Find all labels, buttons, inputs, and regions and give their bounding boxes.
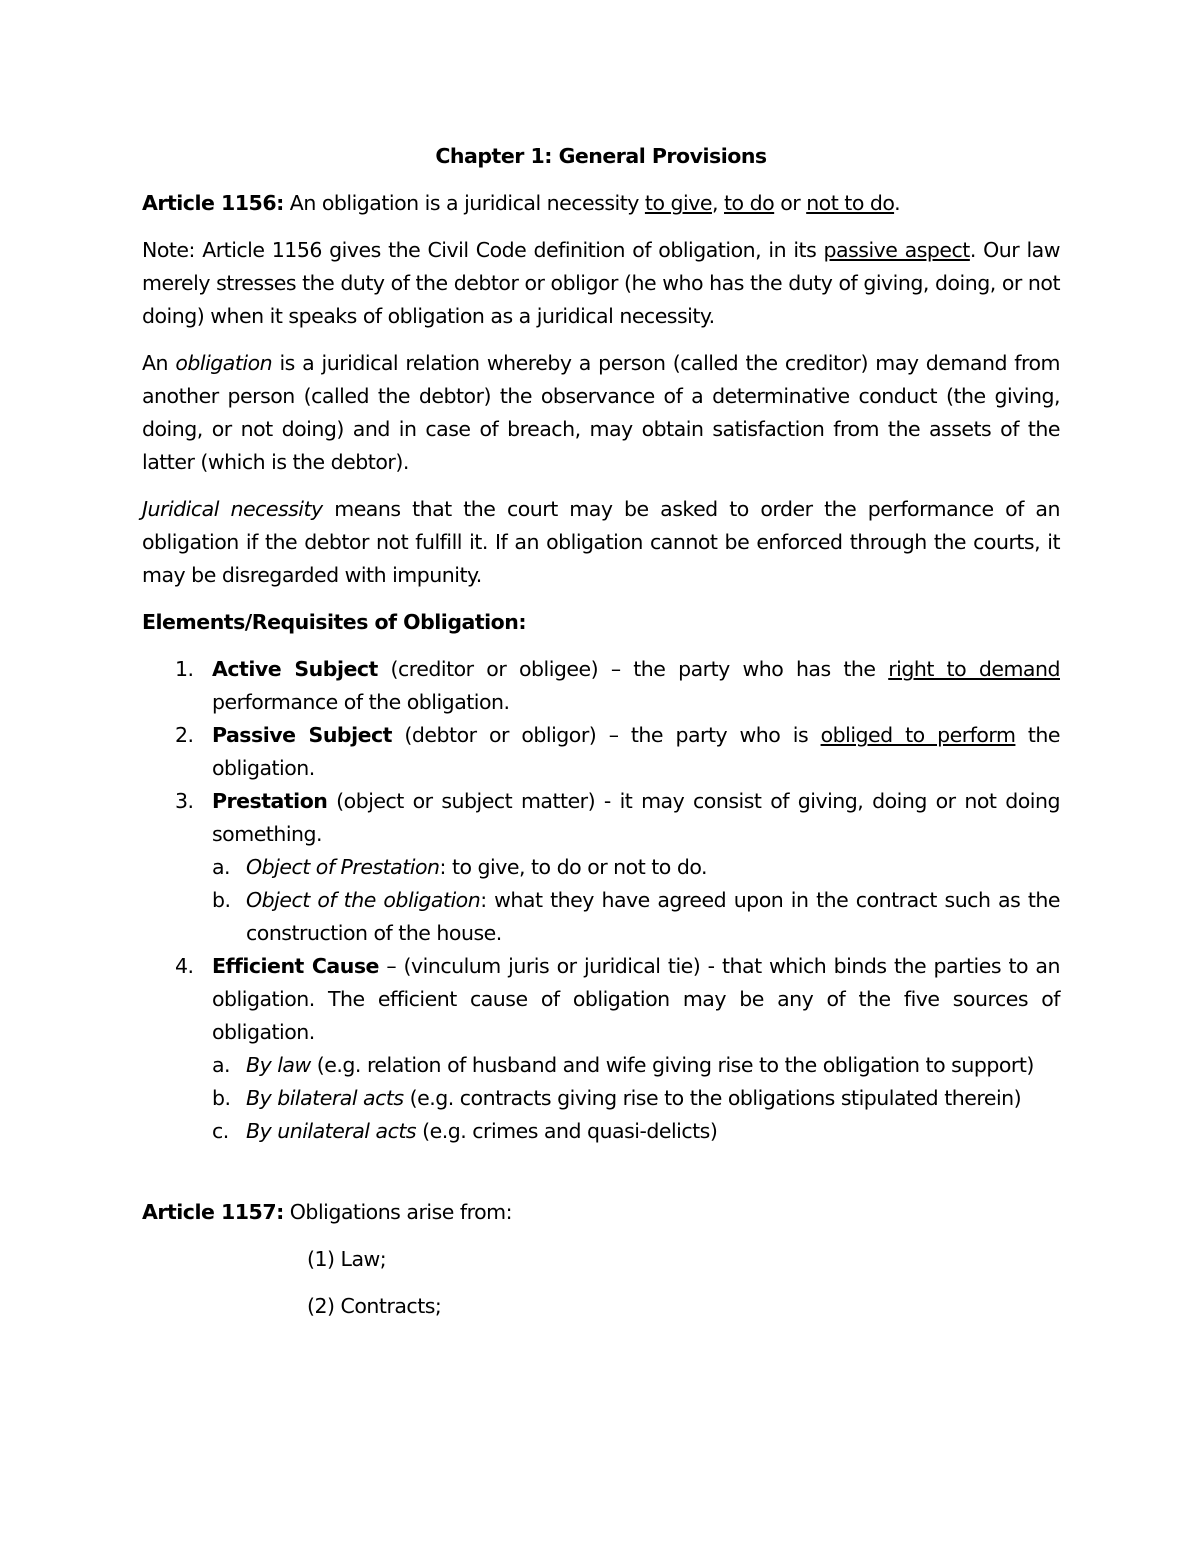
sub-list-text: : what they have agreed upon in the contract such as the construction of the house. <box>246 888 1060 945</box>
article-1157-text: Obligations arise from: <box>283 1200 512 1224</box>
article-1156 <box>142 187 1060 220</box>
list-item-text: – (vinculum juris or juridical tie) - that which binds the parties to an obligation. The efficient cause of obligation may be any of the five sources of obligation. <box>212 954 1060 1044</box>
list-number: 1. <box>175 657 194 681</box>
list-item <box>142 950 1060 1148</box>
passive-subject-term: Passive Subject <box>212 723 392 747</box>
sub-list-item <box>212 1115 1060 1148</box>
chapter-title: Chapter 1: General Provisions <box>435 144 767 168</box>
sub-list-letter: b. <box>212 888 231 912</box>
list-item <box>142 653 1060 719</box>
note-text-b: . Our law merely stresses the duty of the debtor or obligor (he who has the duty of giving, doing, or not doing) when it speaks of obligation as a juridical necessity. <box>142 238 1060 328</box>
list-item-text: performance of the obligation. <box>212 690 510 714</box>
juridical-necessity-text: means that the court may be asked to order the performance of an obligation if the debtor not fulfill it. If an obligation cannot be enforced through the courts, it may be disregarded with impunity. <box>142 497 1060 587</box>
note-paragraph <box>142 234 1060 333</box>
sub-list-text: (e.g. relation of husband and wife giving rise to the obligation to support) <box>310 1053 1034 1077</box>
object-of-prestation-term: Object of Prestation <box>246 855 440 879</box>
elements-heading: Elements/Requisites of Obligation: <box>142 610 527 634</box>
right-to-demand-phrase: right to demand <box>888 657 1060 681</box>
juridical-necessity-term: Juridical necessity <box>142 497 323 521</box>
or-text: or <box>774 191 807 215</box>
passive-aspect-phrase: passive aspect <box>823 238 970 262</box>
active-subject-term: Active Subject <box>212 657 378 681</box>
by-law-term: By law <box>246 1053 311 1077</box>
list-item-text: the obligation. <box>212 723 1060 780</box>
sub-list-item <box>212 884 1060 950</box>
to-do-phrase: to do <box>724 191 775 215</box>
sub-list-text: (e.g. contracts giving rise to the obligations stipulated therein) <box>403 1086 1022 1110</box>
sub-list-letter: a. <box>212 1053 231 1077</box>
to-give-phrase: to give <box>644 191 712 215</box>
object-of-obligation-term: Object of the obligation <box>246 888 481 912</box>
obligation-term: obligation <box>175 351 273 375</box>
document-page <box>142 140 1060 1337</box>
sub-list-item <box>212 851 1060 884</box>
sub-list-text: (e.g. crimes and quasi-delicts) <box>416 1119 718 1143</box>
sub-list-item <box>212 1082 1060 1115</box>
sub-list-letter: c. <box>212 1119 229 1143</box>
prestation-sublist <box>212 851 1060 950</box>
list-item-text: (debtor or obligor) – the party who is <box>391 723 821 747</box>
list-item <box>142 719 1060 785</box>
list-number: 3. <box>175 789 194 813</box>
article-1157-label: Article 1157: <box>142 1200 284 1224</box>
comma-text: , <box>711 191 725 215</box>
list-number: 2. <box>175 723 194 747</box>
source-law: (1) Law; <box>307 1247 387 1271</box>
list-item-text: (object or subject matter) - it may consist of giving, doing or not doing something. <box>212 789 1060 846</box>
efficient-cause-sublist <box>212 1049 1060 1148</box>
list-item <box>142 785 1060 950</box>
list-item-text: (creditor or obligee) – the party who has the <box>377 657 889 681</box>
period-text: . <box>894 191 901 215</box>
sub-list-letter: b. <box>212 1086 231 1110</box>
article-1156-label: Article 1156: <box>142 191 284 215</box>
obliged-to-perform-phrase: obliged to perform <box>820 723 1016 747</box>
source-contracts: (2) Contracts; <box>307 1294 442 1318</box>
by-bilateral-acts-term: By bilateral acts <box>246 1086 404 1110</box>
sub-list-letter: a. <box>212 855 231 879</box>
article-1156-text: An obligation is a juridical necessity <box>283 191 645 215</box>
obligation-definition <box>142 347 1060 479</box>
sub-list-text: : to give, to do or not to do. <box>439 855 708 879</box>
article-1157 <box>142 1196 1060 1229</box>
juridical-necessity-paragraph <box>142 493 1060 592</box>
obligation-def-an: An <box>142 351 176 375</box>
prestation-term: Prestation <box>212 789 328 813</box>
not-to-do-phrase: not to do <box>806 191 895 215</box>
sub-list-item <box>212 1049 1060 1082</box>
list-number: 4. <box>175 954 194 978</box>
elements-list <box>142 653 1060 1148</box>
by-unilateral-acts-term: By unilateral acts <box>246 1119 417 1143</box>
efficient-cause-term: Efficient Cause <box>212 954 379 978</box>
spacer <box>142 1148 1060 1196</box>
obligation-def-text: is a juridical relation whereby a person (called the creditor) may demand from another person (called the debtor) the observance of a determinative conduct (the giving, doing, or not doing) and in case of breach, may obtain satisfaction from the assets of the latter (which is the debtor). <box>142 351 1060 474</box>
note-text-a: Note: Article 1156 gives the Civil Code definition of obligation, in its <box>142 238 824 262</box>
